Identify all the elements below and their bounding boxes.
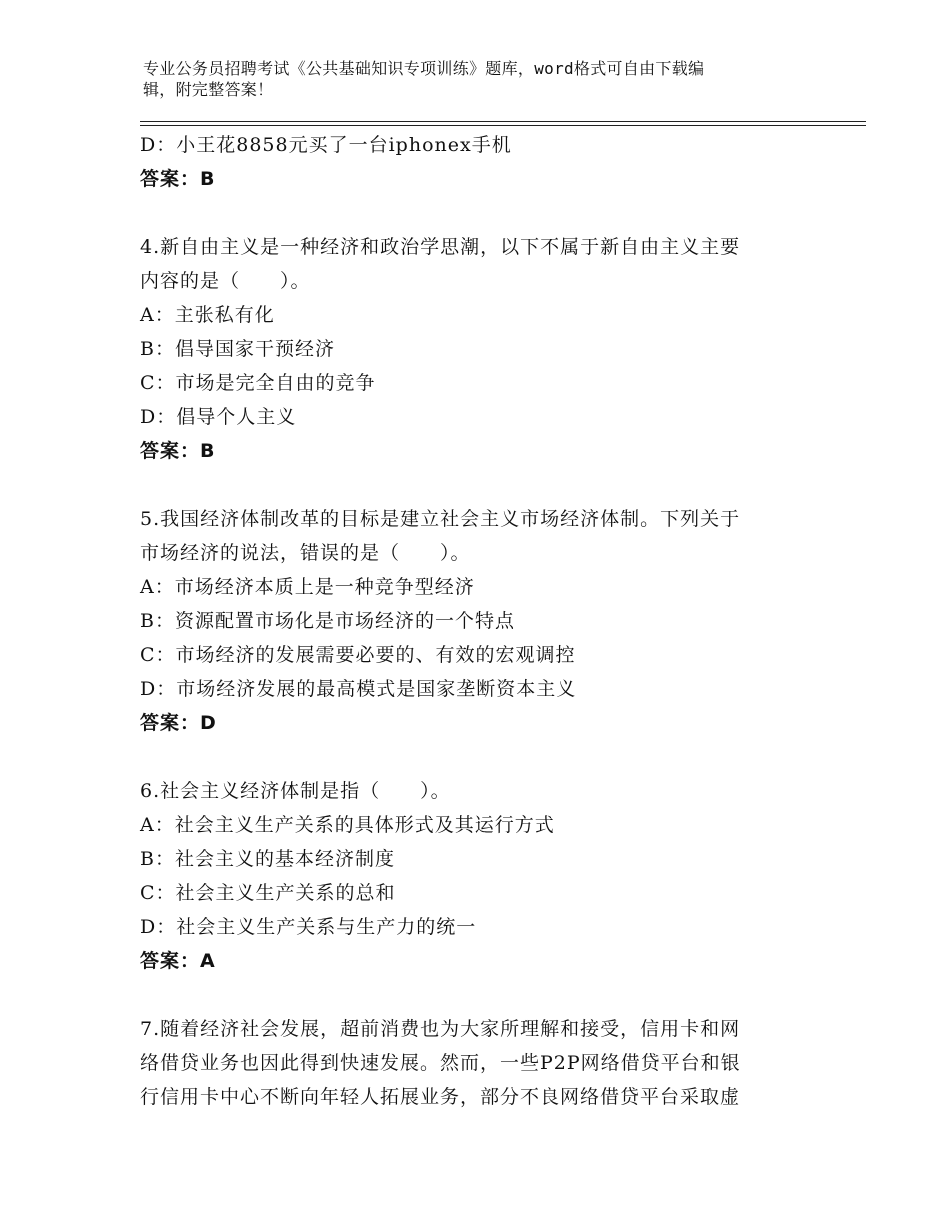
q4-option-d: D：倡导个人主义 xyxy=(140,406,297,428)
q4-stem-line-1: 4.新自由主义是一种经济和政治学思潮，以下不属于新自由主义主要 xyxy=(140,236,741,258)
q5-option-c: C：市场经济的发展需要必要的、有效的宏观调控 xyxy=(140,644,576,666)
spacer xyxy=(140,468,820,502)
q7-stem-line-3: 行信用卡中心不断向年轻人拓展业务，部分不良网络借贷平台采取虚 xyxy=(140,1086,741,1108)
q6-option-a: A：社会主义生产关系的具体形式及其运行方式 xyxy=(140,814,555,836)
question-list xyxy=(140,128,820,1114)
q7-stem-line-2: 络借贷业务也因此得到快速发展。然而，一些P2P网络借贷平台和银 xyxy=(140,1052,741,1074)
header-divider-top xyxy=(140,121,866,122)
header-line-2: 辑，附完整答案！ xyxy=(143,80,274,99)
question-3 xyxy=(140,128,820,196)
q6-option-d: D：社会主义生产关系与生产力的统一 xyxy=(140,916,477,938)
q3-option-d: D：小王花8858元买了一台iphonex手机 xyxy=(140,134,512,156)
q4-stem-line-2: 内容的是（ ）。 xyxy=(140,270,311,292)
spacer xyxy=(140,978,820,1012)
question-6 xyxy=(140,774,820,978)
q6-answer: 答案：A xyxy=(140,950,216,972)
q6-stem-line-1: 6.社会主义经济体制是指（ ）。 xyxy=(140,780,451,802)
spacer xyxy=(140,740,820,774)
header-divider-bottom xyxy=(140,125,866,126)
q4-option-c: C：市场是完全自由的竞争 xyxy=(140,372,376,394)
question-7 xyxy=(140,1012,820,1114)
q4-answer: 答案：B xyxy=(140,440,216,462)
q5-option-b: B：资源配置市场化是市场经济的一个特点 xyxy=(140,610,515,632)
q3-answer: 答案：B xyxy=(140,168,216,190)
q6-option-c: C：社会主义生产关系的总和 xyxy=(140,882,396,904)
q5-option-a: A：市场经济本质上是一种竞争型经济 xyxy=(140,576,475,598)
question-5 xyxy=(140,502,820,740)
q7-stem-line-1: 7.随着经济社会发展，超前消费也为大家所理解和接受，信用卡和网 xyxy=(140,1018,741,1040)
spacer xyxy=(140,196,820,230)
q5-stem-line-2: 市场经济的说法，错误的是（ ）。 xyxy=(140,542,471,564)
q6-option-b: B：社会主义的基本经济制度 xyxy=(140,848,395,870)
q5-answer: 答案：D xyxy=(140,712,217,734)
header-line-1: 专业公务员招聘考试《公共基础知识专项训练》题库，word格式可自由下载编 xyxy=(143,59,705,78)
q4-option-a: A：主张私有化 xyxy=(140,304,275,326)
q4-option-b: B：倡导国家干预经济 xyxy=(140,338,335,360)
question-4 xyxy=(140,230,820,468)
q5-option-d: D：市场经济发展的最高模式是国家垄断资本主义 xyxy=(140,678,577,700)
q5-stem-line-1: 5.我国经济体制改革的目标是建立社会主义市场经济体制。下列关于 xyxy=(140,508,741,530)
page-header xyxy=(143,58,803,100)
